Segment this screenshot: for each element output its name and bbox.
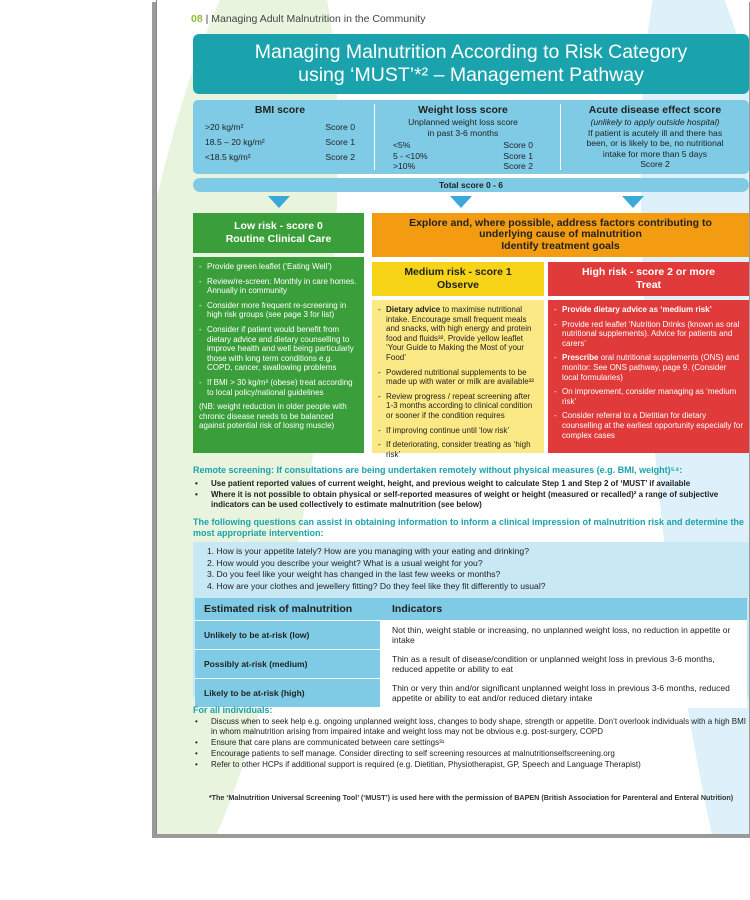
list-item: - Provide green leaflet (‘Eating Well’)	[199, 262, 358, 272]
list-item: - On improvement, consider managing as ‘medium risk’	[554, 387, 743, 406]
explore-factors-header: Explore and, where possible, address factors contributing to underlying cause of malnutrition Identify treatment goals	[372, 213, 749, 257]
list-item: - Consider referral to a Dietitian for dietary counselling at the earliest opportunity especially for complex cases	[554, 411, 743, 440]
list-item: - Prescribe oral nutritional supplements (ONS) and monitor: See ONS pathway, page 9. (Consider local formularies)	[554, 353, 743, 382]
arrow-down-icon	[450, 196, 472, 208]
list-item: - Powdered nutritional supplements to be made up with water or milk are available³²	[378, 368, 538, 387]
list-item: - Provide dietary advice as ‘medium risk’	[554, 305, 743, 315]
footnote: *The ‘Malnutrition Universal Screening Tool’ (‘MUST’) is used here with the permission of BAPEN (British Association for Parenteral and Enteral Nutrition)	[208, 793, 734, 802]
list-item: - If improving continue until ‘low risk’	[378, 426, 538, 436]
page-header: 08 | Managing Adult Malnutrition in the Community	[191, 13, 426, 25]
arrow-down-icon	[268, 196, 290, 208]
question-item: 3. Do you feel like your weight has changed in the last few weeks or months?	[207, 569, 501, 580]
list-item: - Provide red leaflet ‘Nutrition Drinks (known as oral nutritional supplements). Advice for patients and carers’	[554, 320, 743, 349]
list-item: - Review progress / repeat screening after 1-3 months according to clinical condition or sooner if the condition requires	[378, 392, 538, 421]
table-header-row	[195, 598, 747, 621]
low-risk-note: (NB: weight reduction in older people with chronic disease needs to be balanced against potential risk of losing muscle)	[199, 402, 347, 431]
total-score-bar: Total score 0 - 6	[193, 178, 749, 192]
score-panel	[193, 100, 749, 174]
question-item: 4. How are your clothes and jewellery fitting? Do they feel like they fit differently to usual?	[207, 581, 546, 592]
remote-screening-heading: Remote screening: If consultations are being undertaken remotely without physical measures (e.g. BMI, weight)⁵⁴:	[193, 465, 683, 475]
risk-indicator-table	[195, 598, 747, 708]
low-risk-header: Low risk - score 0 Routine Clinical Care	[193, 213, 364, 253]
list-item: - If deteriorating, consider treating as ‘high risk’	[378, 440, 538, 459]
arrow-down-icon	[622, 196, 644, 208]
high-risk-header: High risk - score 2 or more Treat	[548, 262, 749, 296]
weight-row: >10% Score 2	[393, 161, 533, 171]
column-header: Indicators	[380, 598, 747, 621]
weight-loss-column: Weight loss score Unplanned weight loss score in past 3-6 months <5% Score 0 5 - <10% Score 1 >10% Score 2	[393, 104, 533, 171]
bmi-score-column	[205, 100, 355, 165]
list-item: - Review/re-screen: Monthly in care homes. Annually in community	[199, 277, 358, 296]
list-item: • Discuss when to seek help e.g. ongoing unplanned weight loss, changes to body shape, strength or appetite. Don’t overlook individuals with a high BMI in whom malnutrition arising from impaired intake and weight loss may not be obvious e.g. post-surgery, COPD	[193, 717, 749, 737]
list-item: • Encourage patients to self manage. Consider directing to self screening resources at malnutritionselfscreening.org	[193, 749, 749, 759]
bmi-heading: BMI score	[254, 104, 306, 116]
low-risk-actions	[193, 257, 364, 453]
page-title	[193, 34, 749, 94]
list-item: - If BMI > 30 kg/m² (obese) treat according to local policy/national guidelines	[199, 378, 358, 397]
table-row: Unlikely to be at-risk (low) Not thin, weight stable or increasing, no unplanned weight loss, no reduction in appetite or intake	[195, 621, 747, 650]
list-item: - Consider more frequent re-screening in high risk groups (see page 3 for list)	[199, 301, 358, 320]
list-item: • Ensure that care plans are communicated between care settings³¹	[193, 738, 749, 748]
question-item: 2. How would you describe your weight? What is a usual weight for you?	[207, 557, 483, 568]
weight-loss-heading: Weight loss score	[418, 104, 508, 116]
list-item: • Where it is not possible to obtain physical or self-reported measures of weight or height (measured or recalled)² a range of subjective indicators can be used collectively to estimate malnutrition (see below)	[193, 490, 749, 510]
column-divider	[560, 104, 561, 170]
bmi-row: <18.5 kg/m² Score 2	[205, 152, 355, 162]
list-item: • Refer to other HCPs if additional support is required (e.g. Dietitian, Physiotherapist, GP, Speech and Language Therapist)	[193, 760, 749, 770]
question-item: 1. How is your appetite lately? How are you managing with your eating and drinking?	[207, 546, 529, 556]
high-risk-actions	[548, 300, 749, 453]
column-divider	[374, 104, 375, 170]
document-page	[156, 0, 749, 834]
remote-screening-list	[193, 479, 749, 511]
section-title: Managing Adult Malnutrition in the Community	[211, 13, 426, 25]
table-row: Likely to be at-risk (high) Thin or very thin and/or significant unplanned weight loss in previous 3-6 months, reduced appetite or ability to eat and/or reduced dietary intake	[195, 679, 747, 708]
bmi-row: 18.5 – 20 kg/m² Score 1	[205, 137, 355, 147]
acute-disease-column: Acute disease effect score (unlikely to apply outside hospital) If patient is acutely ill and there has been, or is likely to be, no nutritional intake for more than 5 days Score 2	[565, 100, 745, 170]
for-all-list	[193, 717, 749, 771]
table-row: Possibly at-risk (medium) Thin as a result of disease/condition or unplanned weight loss in previous 3-6 months, reduced appetite or ability to eat	[195, 650, 747, 679]
list-item: - Consider if patient would benefit from dietary advice and dietary counselling to improve health and well being particularly those with long term conditions e.g. COPD, cancer, swallowing problems	[199, 325, 358, 373]
bmi-row: >20 kg/m² Score 0	[205, 122, 355, 132]
page-number: 08	[191, 13, 203, 25]
list-item: - Dietary advice to maximise nutritional intake. Encourage small frequent meals and snacks, with high energy and protein food and fluids³². Provide yellow leaflet ‘Your Guide to Making the Most of your Food’	[378, 305, 538, 363]
for-all-heading: For all individuals:	[193, 705, 273, 715]
weight-row: <5% Score 0	[393, 140, 533, 150]
questions-intro: The following questions can assist in obtaining information to inform a clinical impression of malnutrition risk and determine the most appropriate intervention:	[193, 517, 745, 538]
medium-risk-header: Medium risk - score 1 Observe	[372, 262, 544, 296]
question-list	[207, 546, 737, 593]
title-line-2: using ‘MUST’*² – Management Pathway	[298, 64, 644, 86]
medium-risk-actions	[372, 300, 544, 459]
column-header: Estimated risk of malnutrition	[195, 598, 380, 621]
acute-heading: Acute disease effect score	[588, 104, 722, 116]
weight-row: 5 - <10% Score 1	[393, 150, 533, 161]
title-line-1: Managing Malnutrition According to Risk Category	[254, 41, 688, 63]
list-item: • Use patient reported values of current weight, height, and previous weight to calculate Step 1 and Step 2 of ‘MUST’ if available	[193, 479, 749, 489]
